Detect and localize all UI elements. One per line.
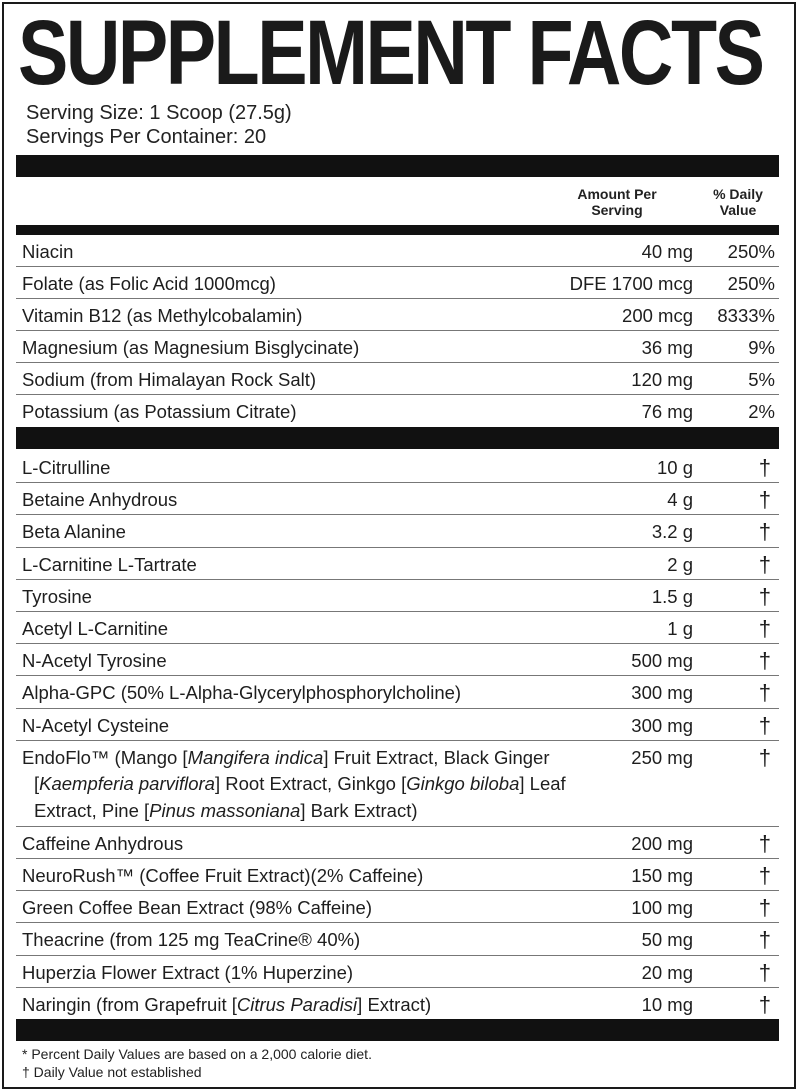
table-row <box>16 956 779 988</box>
header-divider-bar <box>16 225 779 235</box>
daily-value: † <box>758 991 771 1017</box>
ingredient-name: Betaine Anhydrous <box>22 489 178 511</box>
ingredient-name: EndoFlo™ (Mango [Mangifera indica] Fruit Extract, Black Ginger [Kaempferia parviflora] Root Extract, Ginkgo [Ginkgo biloba] Leaf Extract, Pine [Pinus massoniana] Bark Extract) <box>22 746 566 821</box>
amount-per-serving: 1 g <box>667 618 693 639</box>
serving-size: Serving Size: 1 Scoop (27.5g) <box>26 102 292 124</box>
amount-per-serving: 20 mg <box>641 961 693 983</box>
amount-per-serving: 40 mg <box>641 241 693 262</box>
daily-value: † <box>758 744 771 770</box>
amount-per-serving: 500 mg <box>631 650 693 672</box>
amount-per-serving: DFE 1700 mcg <box>569 273 693 294</box>
ingredient-name: Acetyl L-Carnitine <box>22 618 169 639</box>
amount-per-serving: 50 mg <box>641 929 693 951</box>
amount-per-serving: 3.2 g <box>651 521 693 543</box>
ingredient-name: L-Citrulline <box>22 457 111 478</box>
daily-value: † <box>758 487 771 513</box>
table-row <box>16 515 779 547</box>
amount-per-serving: 100 mg <box>631 897 693 919</box>
daily-value: 8333% <box>717 305 775 326</box>
amount-per-serving: 76 mg <box>641 401 693 422</box>
daily-value: † <box>758 712 771 738</box>
daily-value: † <box>758 863 771 888</box>
daily-value: † <box>758 648 771 674</box>
ingredient-name: N-Acetyl Cysteine <box>22 714 170 736</box>
table-row <box>16 891 779 923</box>
servings-per-container: Servings Per Container: 20 <box>26 126 267 148</box>
daily-value: † <box>758 551 771 577</box>
ingredient-name: Green Coffee Bean Extract (98% Caffeine) <box>22 897 372 919</box>
table-row <box>16 299 779 331</box>
table-row <box>16 709 779 741</box>
ingredient-name: Magnesium (as Magnesium Bisglycinate) <box>22 337 360 358</box>
ingredient-name: Theacrine (from 125 mg TeaCrine® 40%) <box>22 929 361 951</box>
amount-per-serving: 300 mg <box>631 682 693 704</box>
table-row <box>16 988 779 1020</box>
table-row <box>16 859 779 891</box>
table-row <box>16 923 779 955</box>
table-row <box>16 548 779 580</box>
middle-divider-bar <box>16 427 779 449</box>
ingredient-name: Niacin <box>22 241 74 262</box>
table-row <box>16 580 779 612</box>
ingredient-name: Alpha-GPC (50% L-Alpha-Glycerylphosphorylcholine) <box>22 682 462 704</box>
ingredient-name: NeuroRush™ (Coffee Fruit Extract)(2% Caffeine) <box>22 865 424 886</box>
ingredient-name: Sodium (from Himalayan Rock Salt) <box>22 369 317 390</box>
ingredient-name: Potassium (as Potassium Citrate) <box>22 401 297 422</box>
footnote-dv-not-established: † Daily Value not established <box>22 1064 202 1080</box>
amount-per-serving: 10 g <box>656 457 693 478</box>
top-divider-bar <box>16 155 779 177</box>
amount-per-serving: 2 g <box>667 553 693 575</box>
amount-per-serving: 250 mg <box>631 746 693 768</box>
ingredient-name: N-Acetyl Tyrosine <box>22 650 167 672</box>
daily-value: † <box>758 680 771 706</box>
ingredient-name: Folate (as Folic Acid 1000mcg) <box>22 273 276 294</box>
daily-value: 5% <box>748 369 775 390</box>
daily-value: 9% <box>748 337 775 358</box>
daily-value: 250% <box>727 273 775 294</box>
amount-per-serving: 120 mg <box>631 369 693 390</box>
amount-per-serving: 150 mg <box>631 865 693 886</box>
table-row <box>16 827 779 859</box>
table-row <box>16 395 779 427</box>
daily-value: † <box>758 959 771 985</box>
table-row <box>16 483 779 515</box>
ingredient-name: Vitamin B12 (as Methylcobalamin) <box>22 305 303 326</box>
daily-value: 2% <box>748 401 775 422</box>
ingredient-name: Tyrosine <box>22 585 92 607</box>
daily-value: † <box>758 830 771 856</box>
daily-value: † <box>758 927 771 953</box>
table-row <box>16 331 779 363</box>
daily-value: 250% <box>727 241 775 262</box>
table-row <box>16 451 779 483</box>
amount-per-serving: 200 mcg <box>622 305 693 326</box>
ingredient-name: Huperzia Flower Extract (1% Huperzine) <box>22 961 354 983</box>
ingredient-name: Caffeine Anhydrous <box>22 832 184 854</box>
daily-value: † <box>758 519 771 545</box>
page-title: SUPPLEMENT FACTS <box>18 2 763 104</box>
table-row <box>16 363 779 395</box>
bottom-divider-bar <box>16 1019 779 1041</box>
amount-per-serving: 10 mg <box>641 993 693 1015</box>
amount-per-serving: 4 g <box>667 489 693 511</box>
ingredient-name: L-Carnitine L-Tartrate <box>22 553 197 575</box>
ingredient-name: Naringin (from Grapefruit [Citrus Paradisi] Extract) <box>22 993 432 1015</box>
table-row <box>16 644 779 676</box>
daily-value: † <box>758 616 771 641</box>
footnote-percent-dv: * Percent Daily Values are based on a 2,000 calorie diet. <box>22 1046 372 1062</box>
table-row <box>16 741 779 827</box>
table-row <box>16 235 779 267</box>
amount-per-serving: 300 mg <box>631 714 693 736</box>
daily-value: † <box>758 895 771 921</box>
table-row <box>16 267 779 299</box>
table-row <box>16 676 779 708</box>
ingredient-name: Beta Alanine <box>22 521 126 543</box>
amount-per-serving: 1.5 g <box>651 585 693 607</box>
daily-value: † <box>758 455 771 480</box>
amount-per-serving-header: Amount Per Serving <box>577 186 657 218</box>
daily-value: † <box>758 583 771 609</box>
amount-per-serving: 36 mg <box>641 337 693 358</box>
amount-per-serving: 200 mg <box>631 832 693 854</box>
table-row <box>16 612 779 644</box>
daily-value-header: % Daily Value <box>713 186 763 218</box>
